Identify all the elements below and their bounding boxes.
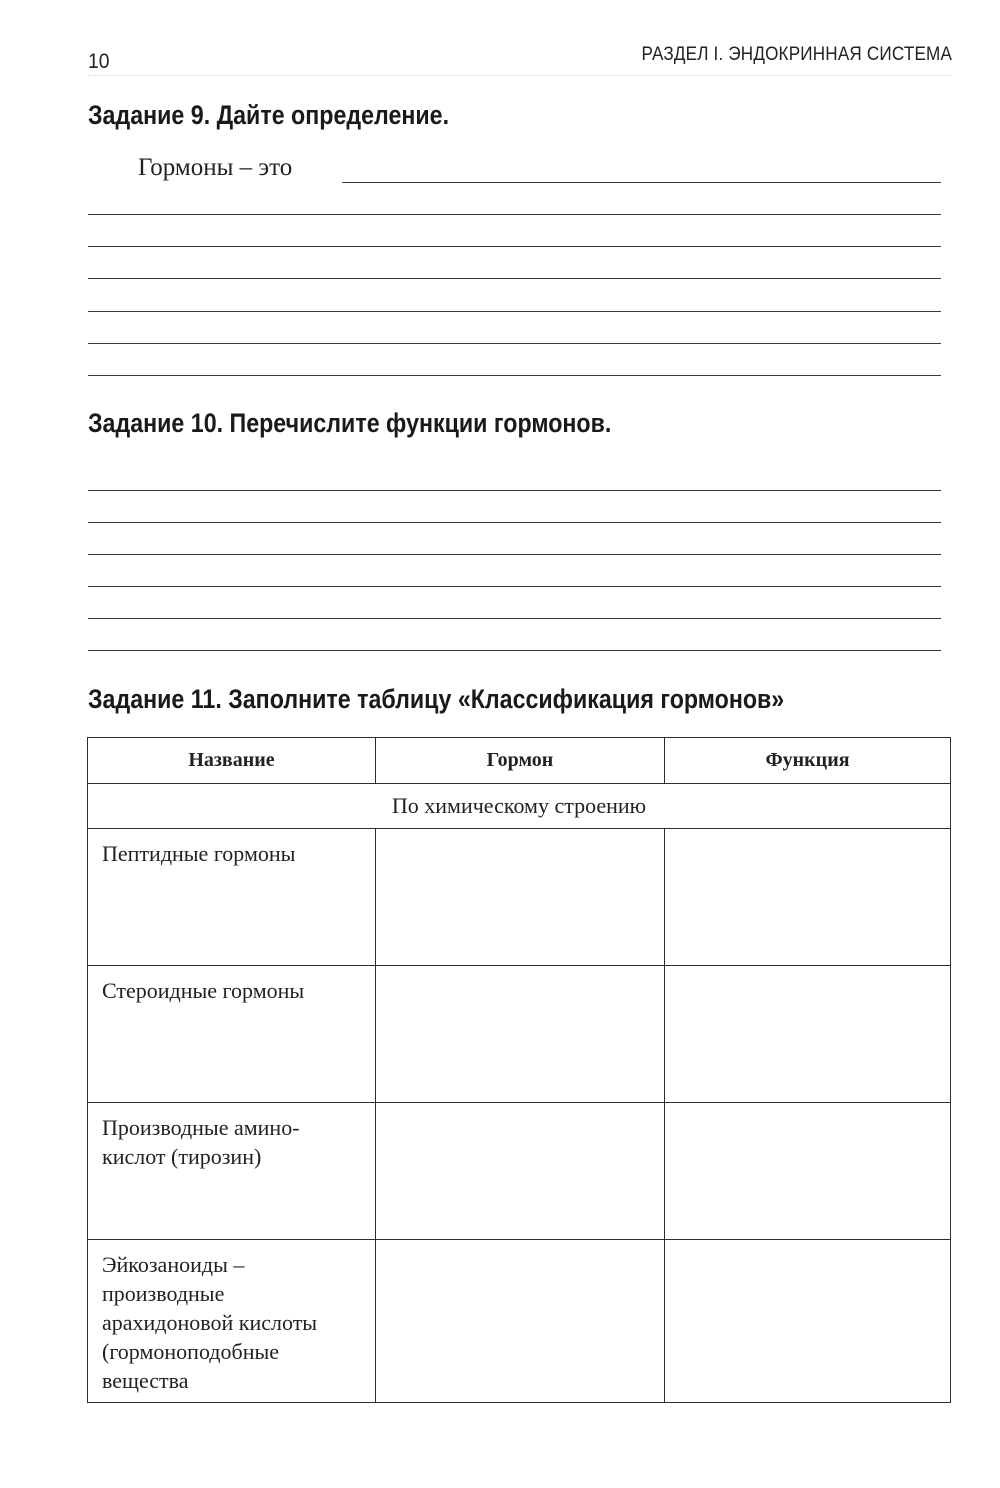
answer-line[interactable]: [88, 522, 941, 523]
column-header-hormone: Гормон: [376, 738, 665, 784]
page-number: 10: [88, 50, 110, 73]
function-cell[interactable]: [665, 829, 951, 966]
section-row: [88, 784, 951, 829]
function-cell[interactable]: [665, 966, 951, 1103]
answer-line[interactable]: [88, 246, 941, 247]
answer-line[interactable]: [88, 311, 941, 312]
header-divider: [88, 75, 952, 76]
row-name-cell: Эйкозаноиды – производные арахидоновой кислоты (гормоноподобные вещества: [88, 1240, 376, 1403]
row-name-cell: Пептидные гормоны: [88, 829, 376, 966]
classification-table: [87, 737, 951, 1403]
task-9-heading: Задание 9. Дайте определение.: [88, 100, 450, 130]
answer-line[interactable]: [88, 618, 941, 619]
answer-line[interactable]: [88, 375, 941, 376]
answer-line[interactable]: [88, 490, 941, 491]
hormone-cell[interactable]: [376, 1103, 665, 1240]
answer-line[interactable]: [88, 278, 941, 279]
function-cell[interactable]: [665, 1103, 951, 1240]
running-header: РАЗДЕЛ I. ЭНДОКРИННАЯ СИСТЕМА: [641, 44, 952, 65]
hormone-cell[interactable]: [376, 829, 665, 966]
row-name-cell: Стероидные гормоны: [88, 966, 376, 1103]
answer-line[interactable]: [88, 343, 941, 344]
answer-line[interactable]: [88, 554, 941, 555]
answer-line[interactable]: [88, 586, 941, 587]
definition-prompt: Гормоны – это: [138, 154, 293, 181]
function-cell[interactable]: [665, 1240, 951, 1403]
task-10-heading: Задание 10. Перечислите функции гормонов.: [88, 408, 612, 438]
section-label: По химическому строению: [88, 784, 951, 829]
column-header-name: Название: [88, 738, 376, 784]
table-row: [88, 966, 951, 1103]
answer-line[interactable]: [88, 650, 941, 651]
hormone-cell[interactable]: [376, 1240, 665, 1403]
table-row: [88, 829, 951, 966]
task-11-heading: Задание 11. Заполните таблицу «Классификация гормонов»: [88, 684, 785, 714]
table-row: [88, 1240, 951, 1403]
column-header-function: Функция: [665, 738, 951, 784]
answer-line[interactable]: [88, 214, 941, 215]
table-header-row: [88, 738, 951, 784]
hormone-cell[interactable]: [376, 966, 665, 1103]
answer-line[interactable]: [342, 182, 941, 183]
table-row: [88, 1103, 951, 1240]
row-name-cell: Производные амино- кислот (тирозин): [88, 1103, 376, 1240]
